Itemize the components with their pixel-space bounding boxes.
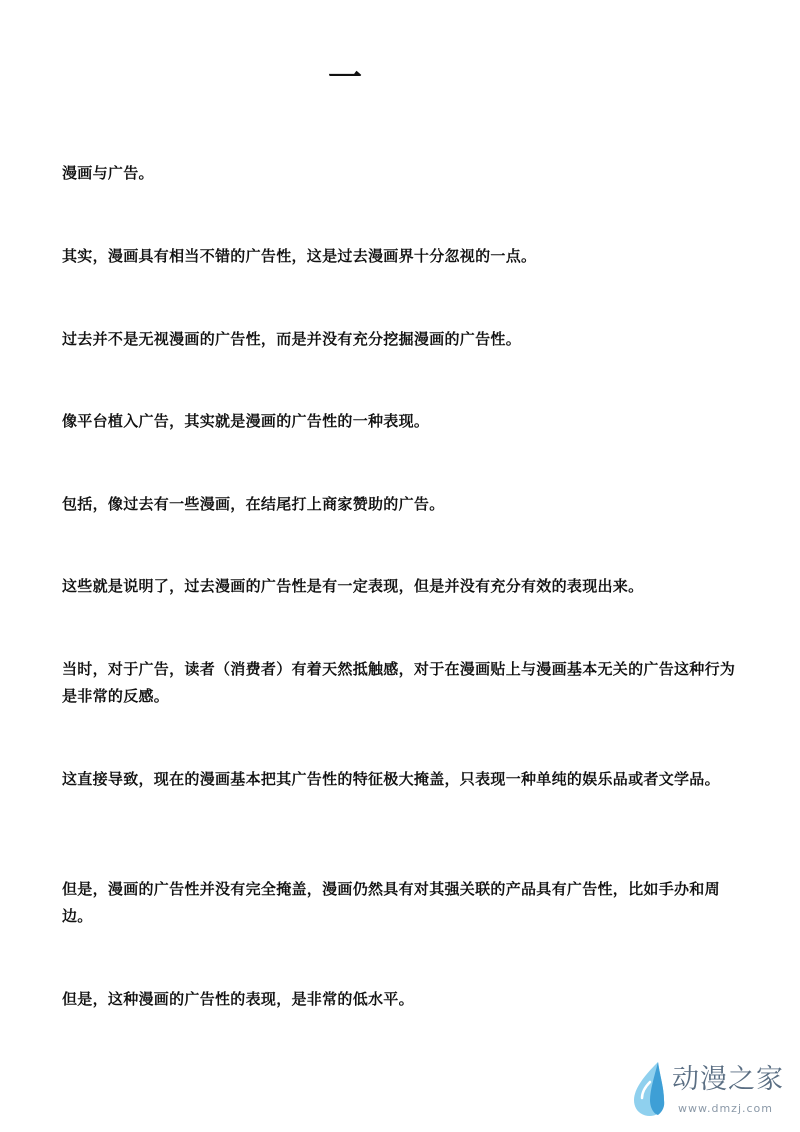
paragraph: 过去并不是无视漫画的广告性，而是并没有充分挖掘漫画的广告性。: [62, 330, 522, 348]
water-drop-logo-icon: [628, 1060, 668, 1118]
paragraph: 但是，这种漫画的广告性的表现，是非常的低水平。: [62, 990, 414, 1008]
paragraph: 像平台植入广告，其实就是漫画的广告性的一种表现。: [62, 412, 430, 430]
paragraph: 包括，像过去有一些漫画，在结尾打上商家赞助的广告。: [62, 495, 445, 513]
site-watermark: [628, 1060, 788, 1122]
watermark-url: www.dmzj.com: [678, 1102, 773, 1115]
page-title: 一: [328, 58, 362, 98]
paragraph: 这些就是说明了，过去漫画的广告性是有一定表现，但是并没有充分有效的表现出来。: [62, 577, 644, 595]
paragraph: 但是，漫画的广告性并没有完全掩盖，漫画仍然具有对其强关联的产品具有广告性，比如手办和周边。: [62, 880, 720, 925]
paragraph: 漫画与广告。: [62, 164, 154, 182]
paragraph: 这直接导致，现在的漫画基本把其广告性的特征极大掩盖，只表现一种单纯的娱乐品或者文学品。: [62, 770, 720, 788]
watermark-site-name: 动漫之家: [672, 1064, 784, 1095]
paragraph: 当时，对于广告，读者（消费者）有着天然抵触感，对于在漫画贴上与漫画基本无关的广告这种行为是非常的反感。: [62, 660, 736, 705]
paragraph: 其实，漫画具有相当不错的广告性，这是过去漫画界十分忽视的一点。: [62, 247, 537, 265]
